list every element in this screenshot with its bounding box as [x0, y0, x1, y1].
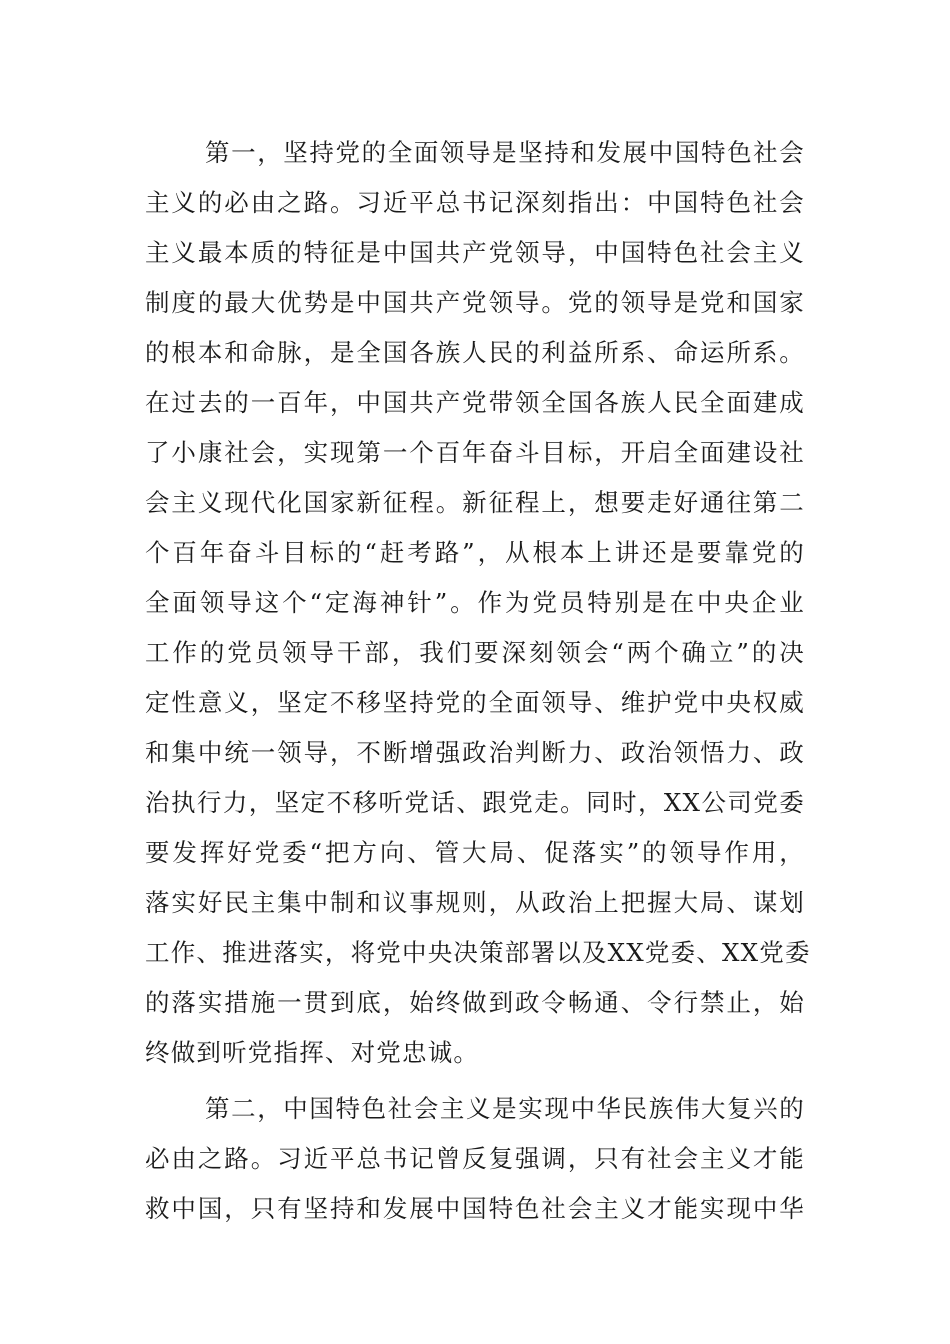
text-line: 要发挥好党委“把方向、管大局、促落实”的领导作用，	[145, 838, 805, 867]
text-line: 的根本和命脉，是全国各族人民的利益所系、命运所系。	[145, 338, 805, 367]
text-line: 了小康社会，实现第一个百年奋斗目标，开启全面建设社	[145, 438, 805, 467]
text-line: 会主义现代化国家新征程。新征程上，想要走好通往第二	[145, 488, 805, 517]
text-line: 和集中统一领导，不断增强政治判断力、政治领悟力、政	[145, 738, 805, 767]
text-line: 第二，中国特色社会主义是实现中华民族伟大复兴的	[205, 1094, 805, 1123]
text-line: 必由之路。习近平总书记曾反复强调，只有社会主义才能	[145, 1144, 805, 1173]
text-line: 第一，坚持党的全面领导是坚持和发展中国特色社会	[205, 138, 805, 167]
paragraph-1	[145, 128, 811, 1078]
text-line: 救中国，只有坚持和发展中国特色社会主义才能实现中华	[145, 1194, 805, 1223]
text-line: 终做到听党指挥、对党忠诚。	[145, 1038, 480, 1067]
text-line: 工作的党员领导干部，我们要深刻领会“两个确立”的决	[145, 638, 805, 667]
text-line: 的落实措施一贯到底，始终做到政令畅通、令行禁止，始	[145, 988, 805, 1017]
text-line: 在过去的一百年，中国共产党带领全国各族人民全面建成	[145, 388, 805, 417]
text-line: 落实好民主集中制和议事规则，从政治上把握大局、谋划	[145, 888, 805, 917]
text-line: 工作、推进落实，将党中央决策部署以及XX党委、XX党委	[145, 938, 811, 967]
text-line: 主义最本质的特征是中国共产党领导，中国特色社会主义	[145, 238, 805, 267]
paragraph-2	[145, 1084, 805, 1234]
text-line: 主义的必由之路。习近平总书记深刻指出：中国特色社会	[145, 188, 805, 217]
text-line: 个百年奋斗目标的“赶考路”，从根本上讲还是要靠党的	[145, 538, 805, 567]
text-line: 治执行力，坚定不移听党话、跟党走。同时，XX公司党委	[145, 788, 805, 817]
document-body	[145, 128, 811, 1234]
text-line: 定性意义，坚定不移坚持党的全面领导、维护党中央权威	[145, 688, 805, 717]
text-line: 全面领导这个“定海神针”。作为党员特别是在中央企业	[145, 588, 805, 617]
text-line: 制度的最大优势是中国共产党领导。党的领导是党和国家	[145, 288, 805, 317]
